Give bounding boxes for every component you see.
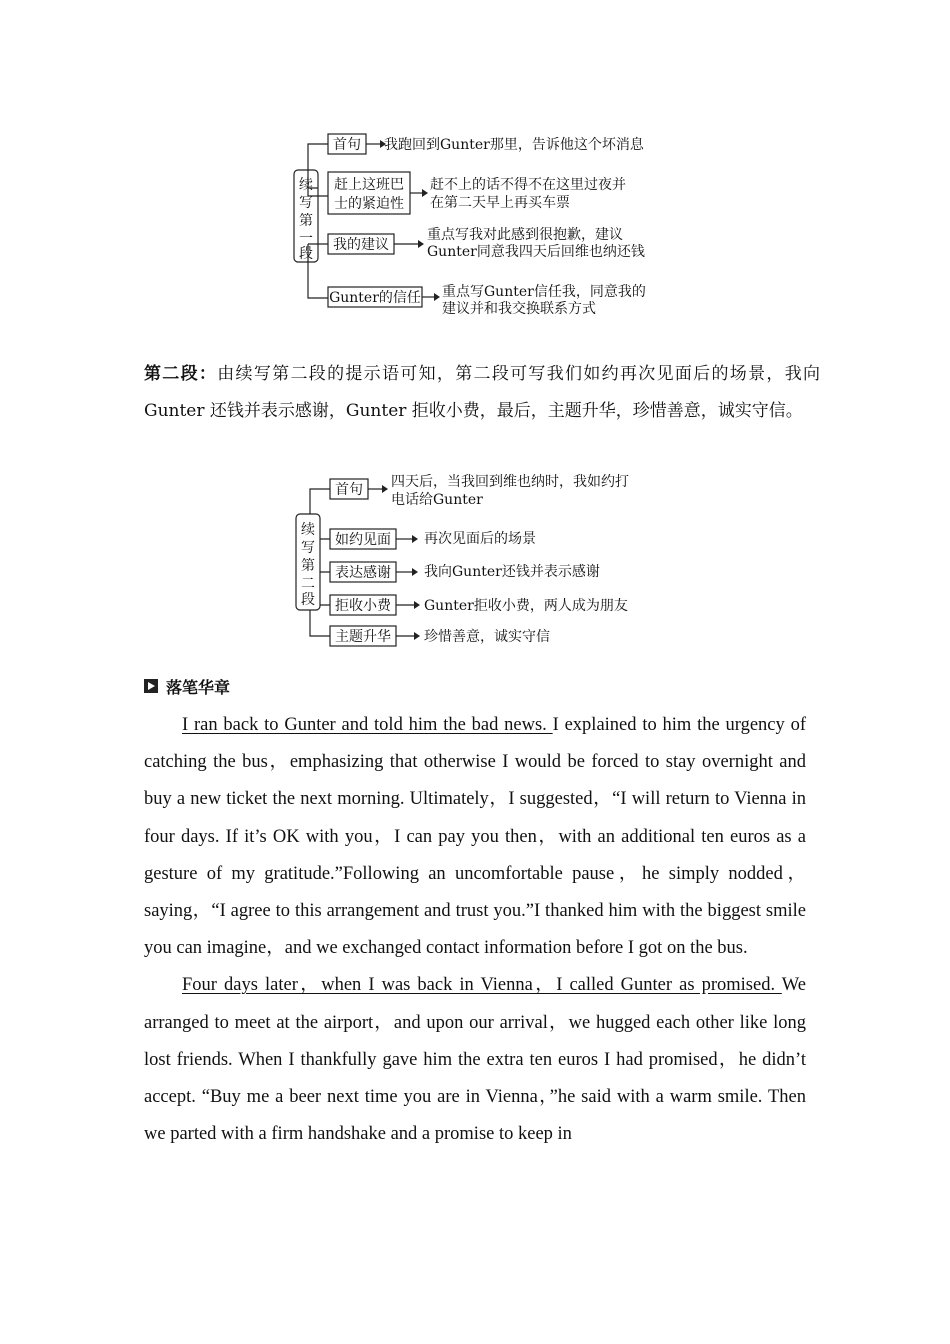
vertical-label-char: 段 (299, 246, 313, 262)
arrow-head (414, 632, 420, 640)
section-heading (144, 674, 230, 698)
model-essay (144, 707, 806, 1153)
essay-paragraph (144, 707, 806, 967)
item-box-label: 士的紧迫性 (334, 196, 404, 212)
item-description: 四天后，当我回到维也纳时，我如约打 (391, 474, 629, 490)
vertical-label-char: 第 (301, 558, 315, 574)
item-box-label: 我的建议 (333, 237, 389, 253)
item-description: 重点写我对此感到很抱歉，建议 (427, 227, 623, 243)
vertical-label-char: 第 (299, 213, 313, 229)
item-box-label: 首句 (335, 482, 363, 498)
item-description: 我向Gunter还钱并表示感谢 (424, 564, 600, 580)
essay-text: I explained to him the urgency of catching the bus，emphasizing that otherwise I would be forced to stay overnight and buy a new ticket the next morning. Ultimately，I suggested，“I will return to Vienna in four days. If it’s OK with you，I can pay you then，with an additional ten euros as a gesture of my gratitude.”Following an uncomfortable pause，he simply nodded，saying，“I agree to this arrangement and trust you.”I thanked him with the biggest smile you can imagine，and we exchanged contact information before I got on the bus. (144, 715, 806, 959)
item-description: 我跑回到Gunter那里，告诉他这个坏消息 (384, 137, 644, 153)
essay-paragraph (144, 967, 806, 1153)
item-box-label: 首句 (333, 137, 361, 153)
outline-diagram-2-svg (0, 0, 950, 660)
item-description: 重点写Gunter信任我，同意我的 (442, 284, 646, 300)
underlined-opening-sentence: I ran back to Gunter and told him the bad news. (182, 715, 553, 735)
item-box-label: 如约见面 (335, 532, 391, 548)
vertical-label-char: 写 (299, 195, 313, 211)
play-square-icon (144, 679, 158, 693)
vertical-label-char: 一 (299, 231, 313, 247)
vertical-label-char: 写 (301, 540, 315, 556)
item-description: 电话给Gunter (391, 492, 483, 508)
item-box-label: 拒收小费 (335, 598, 391, 614)
item-description: 建议并和我交换联系方式 (442, 301, 596, 317)
section-heading-title: 落笔华章 (166, 677, 231, 697)
vertical-label-char: 段 (301, 592, 315, 608)
item-box-label: 表达感谢 (335, 565, 391, 581)
essay-text: We arranged to meet at the airport，and upon our arrival，we hugged each other like long lost friends. When I thankfully gave him the extra ten euros I had promised，he didn’t accept. “Buy me a beer next time you are in Vienna，”he said with a warm smile. Then we parted with a firm handshake and a promise to keep in (144, 975, 806, 1145)
vertical-label-char: 二 (301, 576, 315, 592)
item-description: Gunter同意我四天后回维也纳还钱 (427, 244, 645, 260)
item-box-label: Gunter的信任 (329, 290, 421, 306)
item-description: 再次见面后的场景 (424, 531, 536, 547)
arrow-head (412, 568, 418, 576)
paragraph-two-text: 由续写第二段的提示语可知，第二段可写我们如约再次见面后的场景，我向 Gunter 还钱并表示感谢，Gunter 拒收小费，最后，主题升华，珍惜善意，诚实守信。 (144, 364, 821, 421)
arrow-head (382, 485, 388, 493)
item-box-label: 赶上这班巴 (334, 177, 404, 193)
vertical-label-char: 续 (301, 522, 315, 538)
underlined-opening-sentence: Four days later，when I was back in Vienna，I called Gunter as promised. (182, 975, 782, 996)
item-box-label: 主题升华 (335, 629, 391, 645)
vertical-label-char: 续 (299, 177, 313, 193)
item-description: 赶不上的话不得不在这里过夜并 (430, 177, 626, 193)
arrow-head (414, 601, 420, 609)
item-description: 在第二天早上再买车票 (430, 195, 570, 211)
item-description: 珍惜善意，诚实守信 (424, 629, 550, 645)
arrow-head (412, 535, 418, 543)
item-description: Gunter拒收小费，两人成为朋友 (424, 598, 628, 614)
paragraph-two-lead: 第二段： (144, 364, 218, 384)
